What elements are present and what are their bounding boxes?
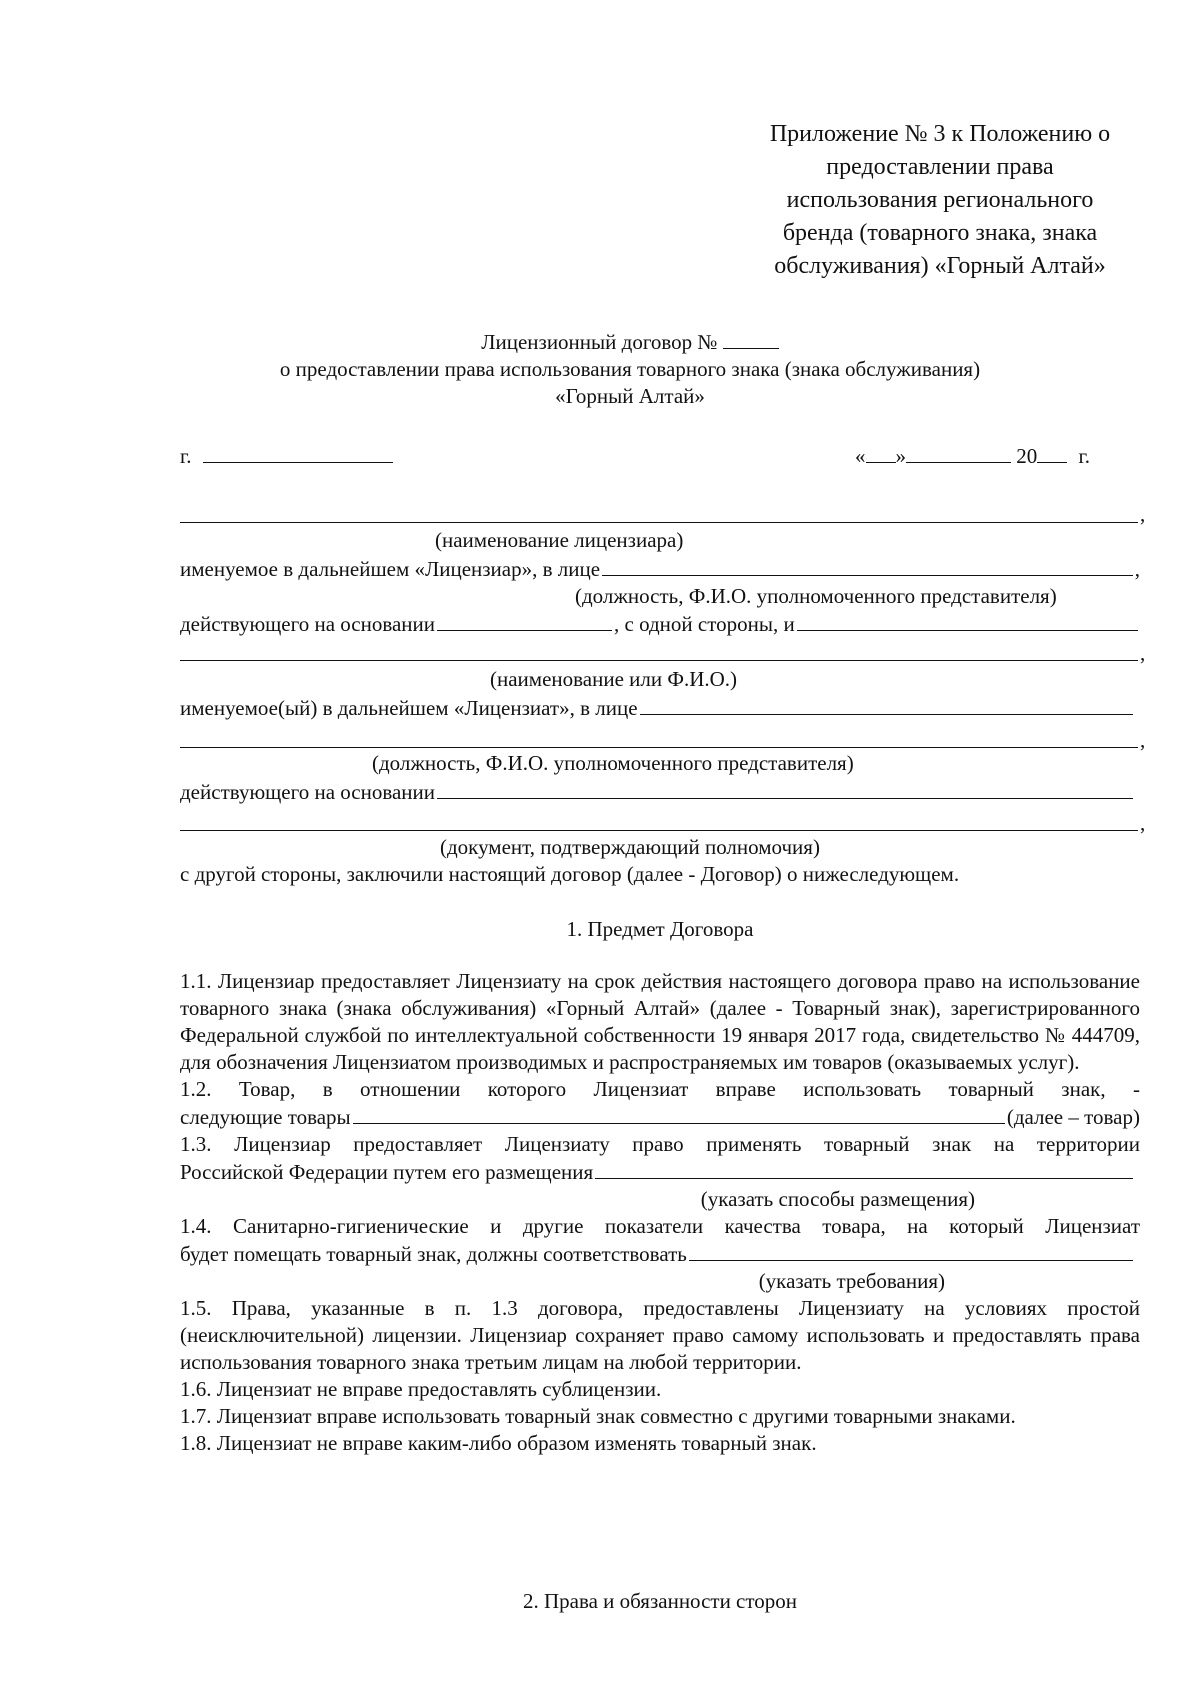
licensor-rep-row: именуемое в дальнейшем «Лицензиар», в лице ,: [180, 557, 1140, 581]
licensor-basis-field[interactable]: [437, 610, 612, 631]
goods-field[interactable]: [353, 1103, 1005, 1124]
city-field[interactable]: [203, 442, 393, 463]
clause-1-2-line2: следующие товары (далее – товар): [180, 1105, 1140, 1129]
licensee-basis-field[interactable]: [437, 778, 1133, 799]
other-side-text: с другой стороны, заключили настоящий договор (далее - Договор) о нижеследующем.: [180, 862, 960, 886]
appendix-line: бренда (товарного знака, знака: [782, 220, 1098, 246]
requirements-hint: (указать требования): [758, 1269, 945, 1293]
clause-1-3-line1: 1.3. Лицензиар предоставляет Лицензиату право применять товарный знак на территории: [180, 1132, 1140, 1156]
clause-1-2-line1: 1.2. Товар, в отношении которого Лицензиат вправе использовать товарный знак, -: [180, 1077, 1140, 1101]
section-2-heading: 2. Права и обязанности сторон: [522, 1589, 798, 1613]
licensee-rep-row: именуемое(ый) в дальнейшем «Лицензиат», в лице: [180, 694, 1140, 721]
licensee-name-field-start[interactable]: [797, 610, 1138, 631]
clause-1-6: 1.6. Лицензиат не вправе предоставлять сублицензии.: [180, 1377, 662, 1401]
placement-methods-field[interactable]: [595, 1158, 1133, 1179]
appendix-line: Приложение № 3 к Положению о: [769, 121, 1111, 147]
contract-number-field[interactable]: [723, 328, 779, 349]
clause-1-4-line2: будет помещать товарный знак, должны соответствовать: [180, 1240, 1135, 1268]
licensee-name-field[interactable]: [180, 660, 1138, 661]
licensee-basis-field-cont[interactable]: [180, 830, 1138, 831]
title-line-3: «Горный Алтай»: [555, 384, 705, 408]
title-line-1: Лицензионный договор №: [180, 328, 1080, 356]
appendix-note: [725, 118, 1155, 283]
licensor-rep-field[interactable]: [602, 555, 1133, 576]
clause-1-3-line2: Российской Федерации путем его размещения: [180, 1158, 1135, 1186]
licensor-name-field[interactable]: [180, 522, 1138, 523]
section-1-heading: 1. Предмет Договора: [566, 917, 754, 941]
date-block: « » 20 г.: [855, 444, 1090, 468]
day-field[interactable]: [866, 442, 896, 463]
clause-1-7: 1.7. Лицензиат вправе использовать товарный знак совместно с другими товарными знаками.: [180, 1404, 1016, 1428]
licensor-name-hint: (наименование лицензиара): [435, 528, 684, 552]
licensee-name-hint: (наименование или Ф.И.О.): [490, 667, 738, 691]
clause-1-8: 1.8. Лицензиат не вправе каким-либо образом изменять товарный знак.: [180, 1431, 817, 1455]
month-field[interactable]: [906, 442, 1011, 463]
appendix-line: обслуживания) «Горный Алтай»: [774, 253, 1106, 279]
document-hint: (документ, подтверждающий полномочия): [440, 835, 820, 859]
appendix-line: предоставлении права: [826, 154, 1054, 180]
licensee-rep-field-cont[interactable]: [180, 747, 1138, 748]
contract-title: [180, 328, 1080, 410]
title-line-2: о предоставлении права использования товарного знака (знака обслуживания): [279, 357, 981, 381]
licensee-basis-row: действующего на основании: [180, 778, 1140, 805]
city-prefix: г.: [180, 444, 192, 468]
licensee-rep-hint: (должность, Ф.И.О. уполномоченного представителя): [372, 751, 854, 775]
placement-methods-hint: (указать способы размещения): [700, 1187, 975, 1211]
clause-1-5: 1.5. Права, указанные в п. 1.3 договора, предоставлены Лицензиату на условиях простой (неисключительной) лицензии. Лицензиар сохраняет право самому использовать и предоставлять права использования товарного знака третьим лицам на любой территории.: [180, 1296, 1140, 1374]
year-field[interactable]: [1037, 442, 1067, 463]
appendix-line: использования регионального: [786, 187, 1094, 213]
clause-1-1: 1.1. Лицензиар предоставляет Лицензиату на срок действия настоящего договора право на использование товарного знака (знака обслуживания) «Горный Алтай» (далее - Товарный знак), зарегистрированного Федеральной службой по интеллектуальной собственности 19 января 2017 года, свидетельство № 444709, для обозначения Лицензиатом производимых и распространяемых им товаров (оказываемых услуг).: [180, 969, 1140, 1074]
licensor-basis-row: действующего на основании , с одной стороны, и: [180, 610, 1140, 637]
section-1-clauses: [180, 968, 1140, 1457]
licensee-rep-field[interactable]: [640, 694, 1133, 715]
licensor-rep-hint: (должность, Ф.И.О. уполномоченного представителя): [575, 584, 1057, 608]
clause-1-4-line1: 1.4. Санитарно-гигиенические и другие показатели качества товара, на который Лицензиат: [180, 1214, 1140, 1238]
quality-requirements-field[interactable]: [689, 1240, 1133, 1261]
